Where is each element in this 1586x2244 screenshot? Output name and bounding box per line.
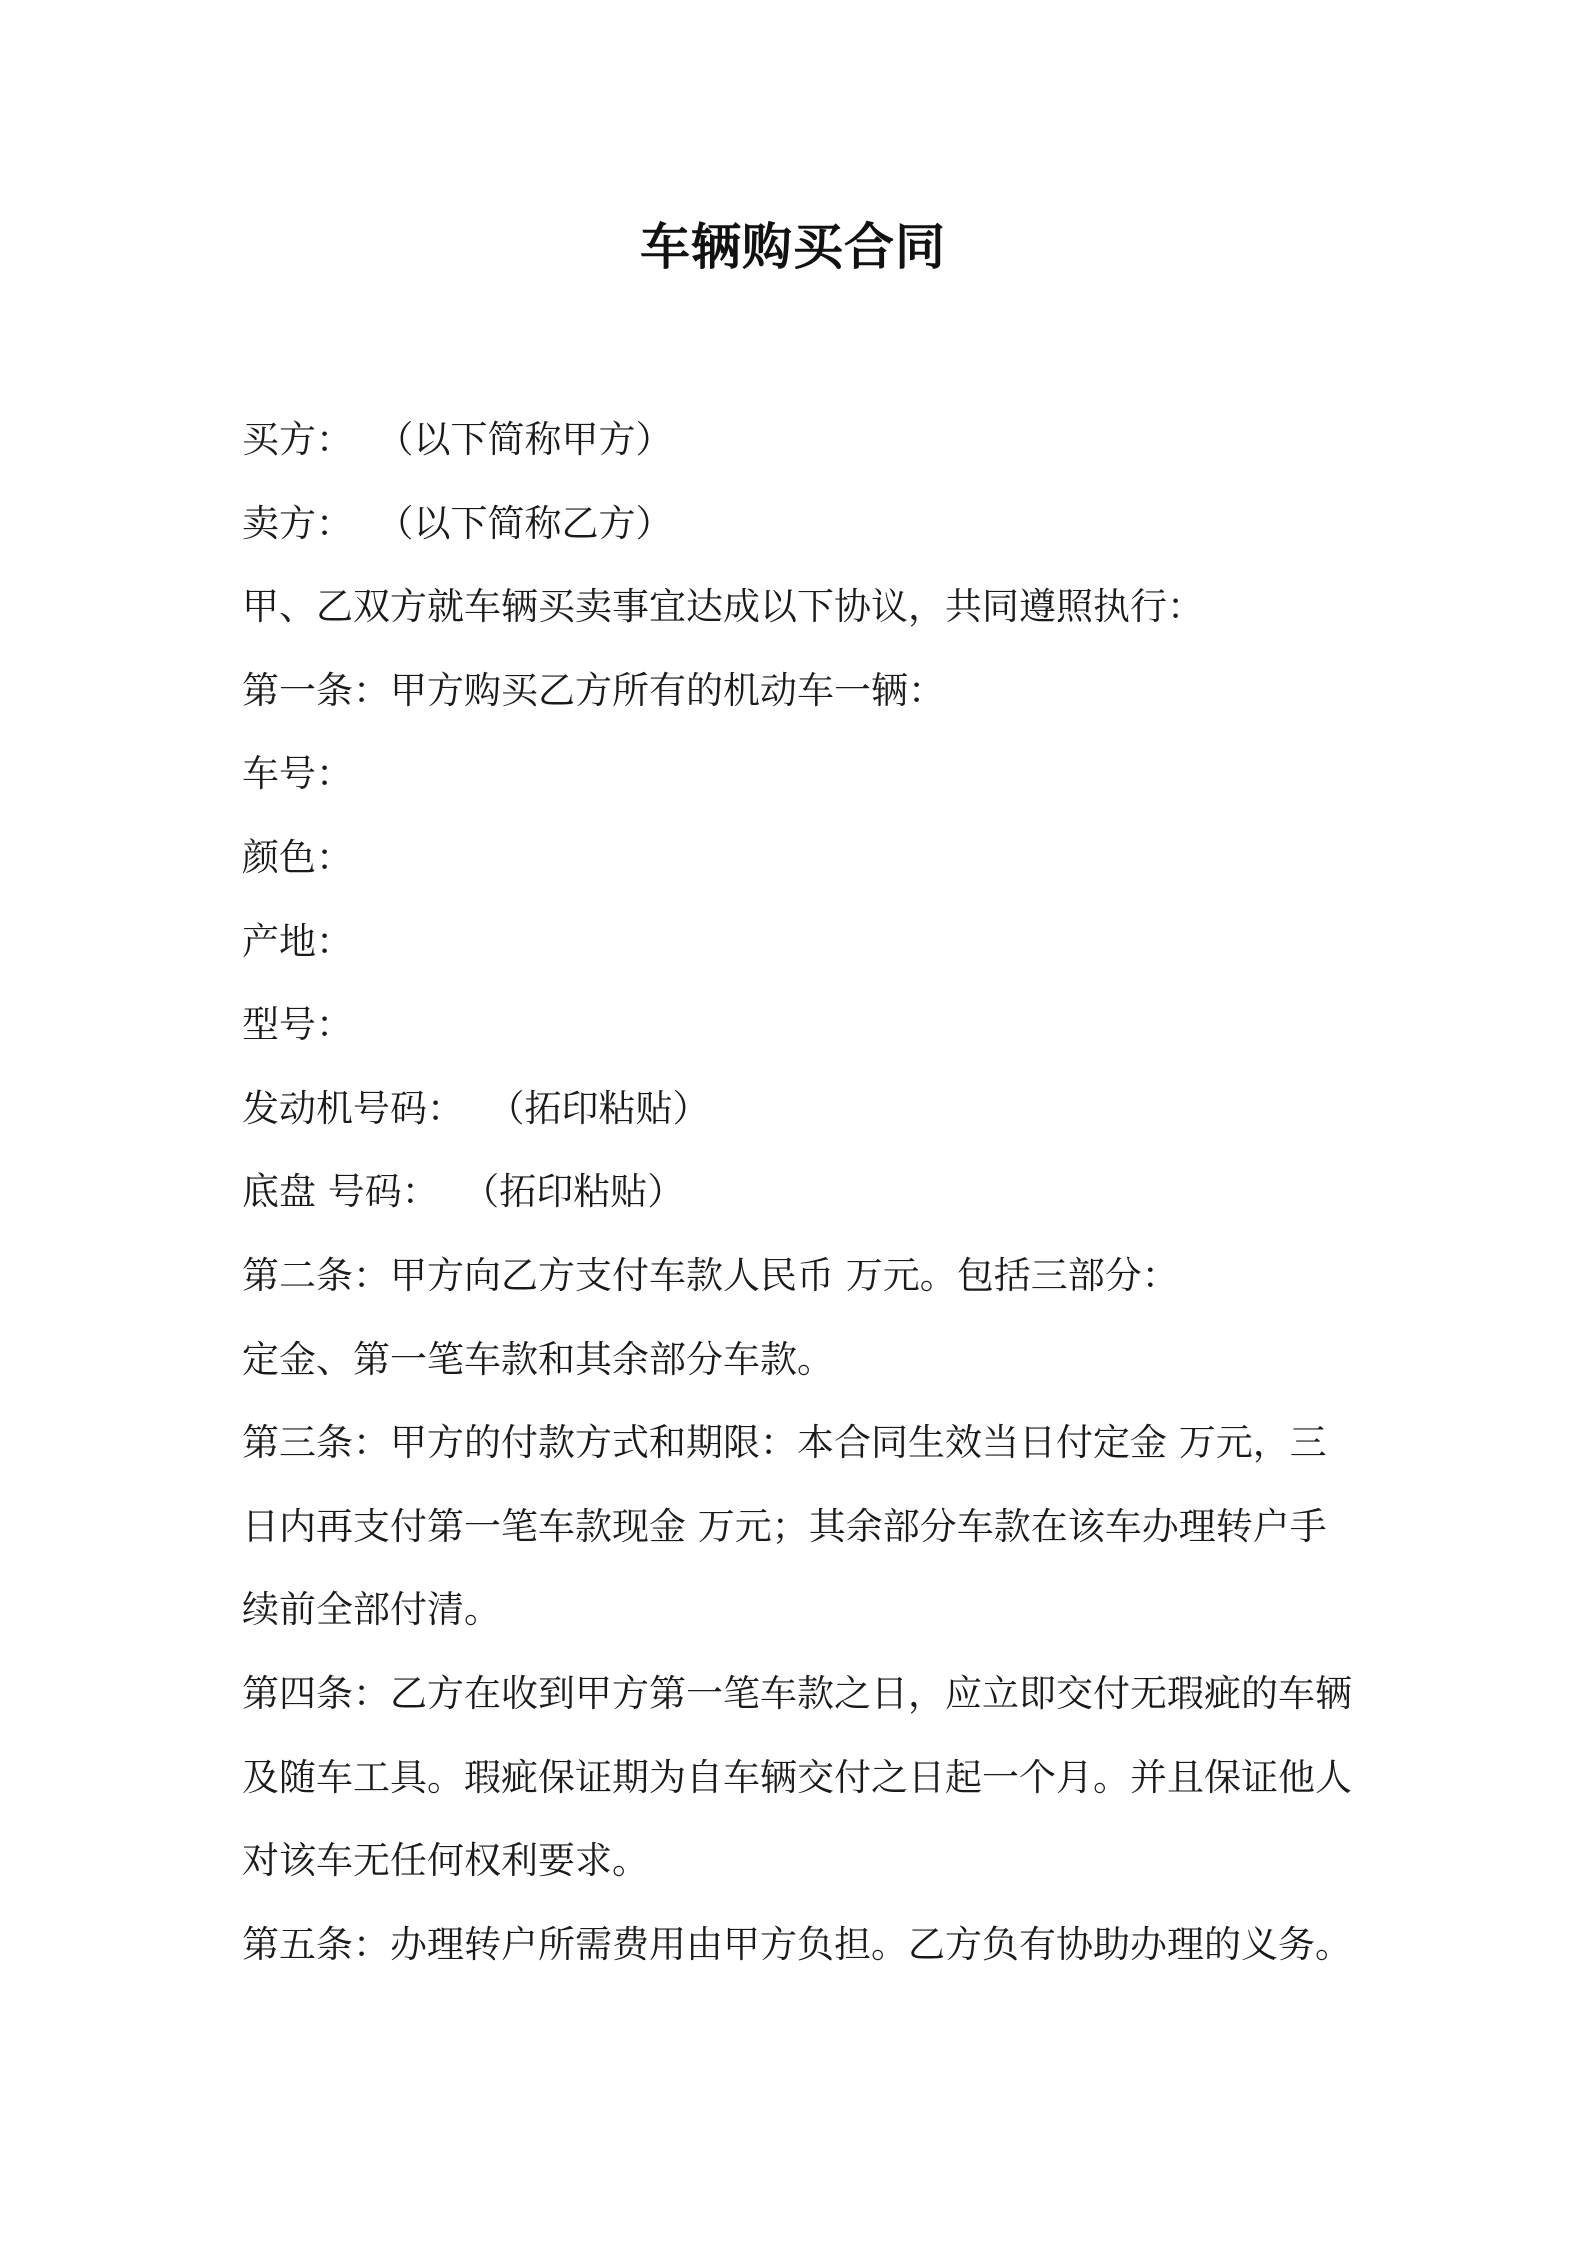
article-4: 第四条：乙方在收到甲方第一笔车款之日，应立即交付无瑕疵的车辆 [242,1671,1352,1715]
field-chassis-number: 底盘 号码： （拓印粘贴） [242,1170,685,1214]
buyer-line: 买方： （以下简称甲方） [242,418,673,461]
article-4-cont-2: 对该车无任何权利要求。 [242,1839,649,1883]
agreement-intro: 甲、乙双方就车辆买卖事宜达成以下协议，共同遵照执行： [242,585,1204,629]
contract-body [242,398,1362,1986]
field-plate-number: 车号： [242,752,353,796]
article-3-cont-1: 日内再支付第一笔车款现金 万元；其余部分车款在该车办理转户手 [242,1504,1327,1548]
article-2: 第二条：甲方向乙方支付车款人民币 万元。包括三部分： [242,1253,1179,1297]
article-2-cont: 定金、第一笔车款和其余部分车款。 [242,1337,834,1381]
article-1: 第一条：甲方购买乙方所有的机动车一辆： [242,668,945,712]
article-5: 第五条：办理转户所需费用由甲方负担。乙方负有协助办理的义务。 [242,1922,1352,1966]
article-3-cont-2: 续前全部付清。 [242,1588,501,1632]
page-title: 车辆购买合同 [640,218,946,276]
field-color: 颜色： [242,835,353,879]
seller-line: 卖方： （以下简称乙方） [242,501,673,545]
article-3: 第三条：甲方的付款方式和期限：本合同生效当日付定金 万元，三 [242,1421,1327,1465]
field-origin: 产地： [242,919,353,963]
field-model: 型号： [242,1003,353,1047]
article-4-cont-1: 及随车工具。瑕疵保证期为自车辆交付之日起一个月。并且保证他人 [242,1755,1352,1799]
field-engine-number: 发动机号码： （拓印粘贴） [242,1086,710,1130]
